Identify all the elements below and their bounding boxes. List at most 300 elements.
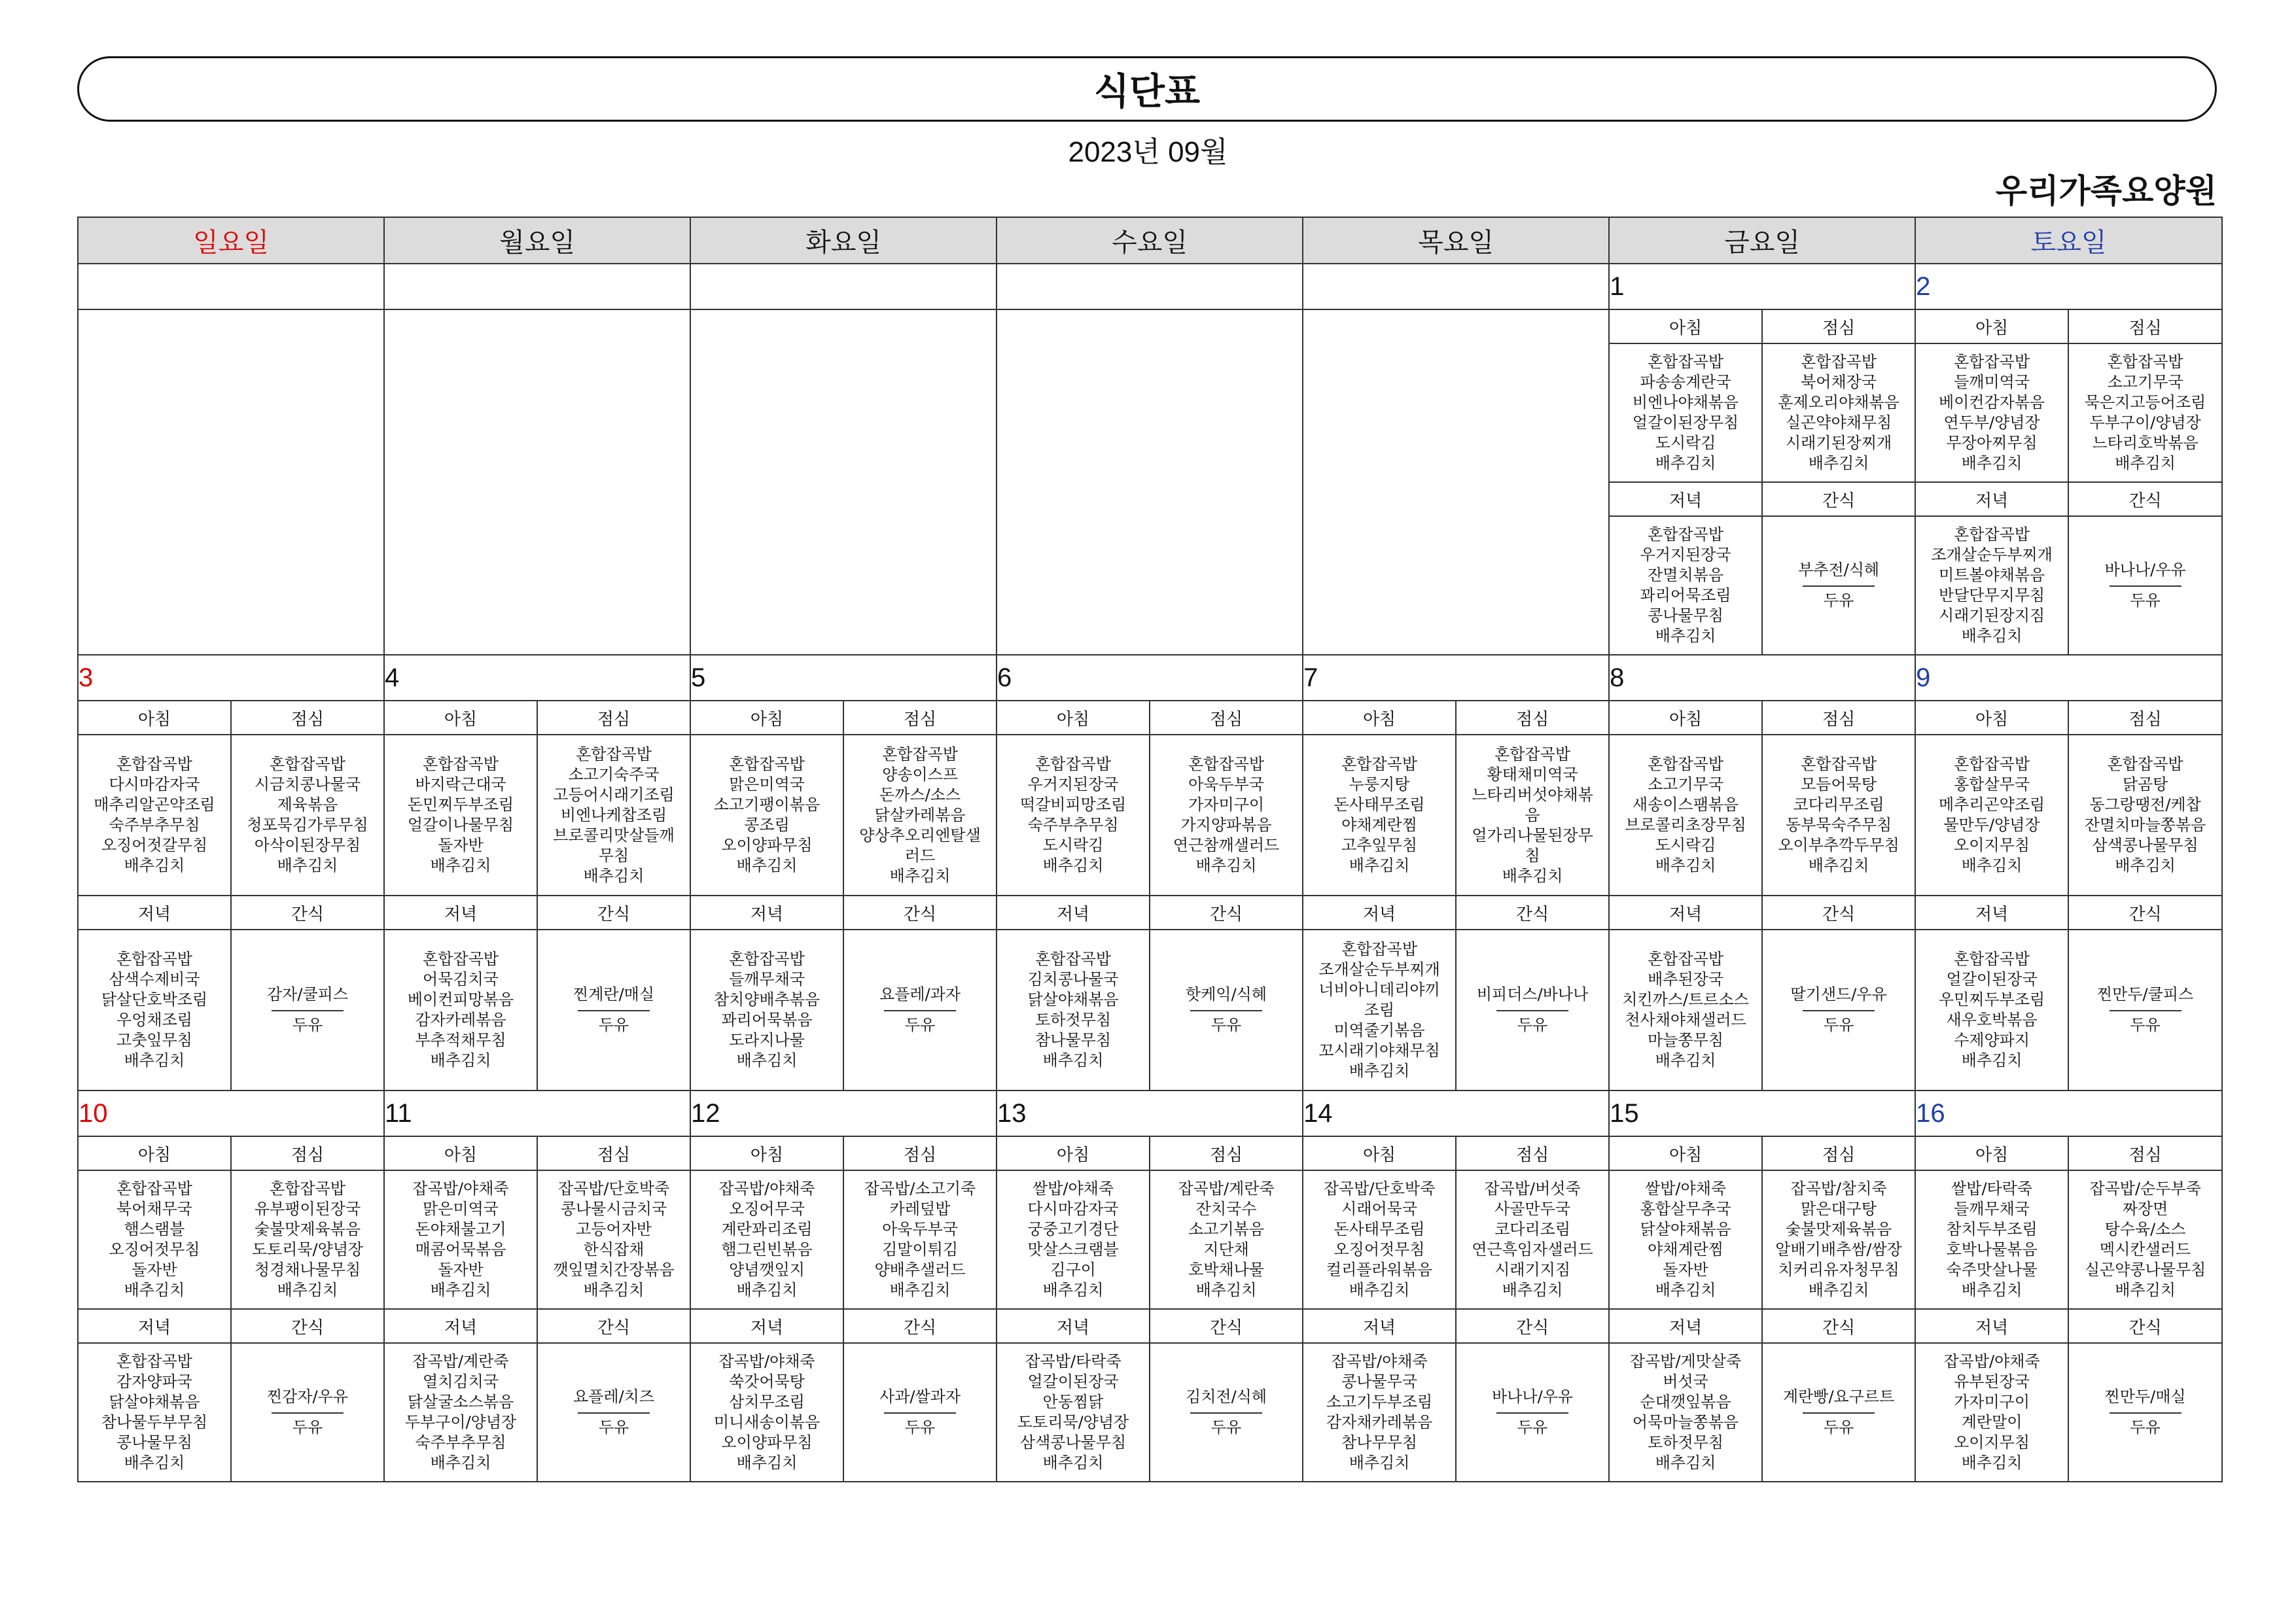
header-sunday: 일요일: [78, 217, 384, 264]
menu-item: 연근참깨샐러드: [1173, 836, 1280, 854]
header-monday: 월요일: [384, 217, 690, 264]
snack-item: 찐만두/매실: [2104, 1387, 2186, 1406]
menu-item: 베이컨감자볶음: [1938, 393, 2045, 411]
menu-item: 얼갈이나물무침: [407, 816, 514, 834]
lunch-label: 점심: [1762, 1136, 1915, 1170]
menu-item: 콩조림: [744, 816, 790, 834]
snack-label: 간식: [1150, 1309, 1303, 1343]
menu-item: 우민찌두부조림: [1938, 990, 2045, 1009]
menu-item: 청경채나물무침: [254, 1261, 361, 1279]
menu-item: 햄스램블: [124, 1220, 185, 1238]
menu-item: 메추리곤약조림: [1938, 795, 2045, 814]
menu-item: 바지락근대국: [415, 775, 506, 794]
menu-item: 콩나물무침: [1648, 606, 1724, 625]
menu-item: 시래기된장지짐: [1938, 606, 2045, 625]
menu-item: 삼색수제비국: [109, 970, 200, 988]
dinner-label: 저녁: [1609, 896, 1762, 930]
menu-item: 혼합잡곡밥: [1801, 755, 1877, 773]
breakfast-label: 아침: [384, 1136, 537, 1170]
menu-item: 혼합잡곡밥: [2107, 755, 2183, 773]
menu-item: 혼합잡곡밥: [1035, 950, 1111, 968]
menu-item: 숙주부추무침: [415, 1433, 506, 1452]
organization-name: 우리가족요양원: [1995, 172, 2217, 210]
snack-item: 두유: [2130, 591, 2161, 610]
date-number: 2: [1915, 264, 2222, 309]
menu-item: 새송이스팸볶음: [1632, 795, 1739, 814]
menu-item: 돈사태무조림: [1333, 795, 1425, 814]
lunch-label: 점심: [1456, 1136, 1609, 1170]
menu-item: 고등어시래기조림: [553, 785, 675, 804]
menu-item: 도시락김: [1042, 836, 1104, 854]
dinner-menu: [78, 1343, 231, 1482]
menu-item: 감자양파국: [116, 1372, 192, 1391]
menu-item: 숯불맛제육볶음: [1785, 1220, 1892, 1238]
menu-item: 배추김치: [1655, 1051, 1716, 1070]
breakfast-label: 아침: [1303, 1136, 1456, 1170]
snack-item: 계란빵/요구르트: [1782, 1387, 1895, 1406]
menu-item: 배추김치: [1808, 1281, 1869, 1299]
menu-item: 야채계란찜: [1341, 816, 1418, 834]
dinner-menu: [1915, 1343, 2068, 1482]
dinner-label: 저녁: [1609, 1309, 1762, 1343]
menu-item: 배추김치: [583, 866, 645, 885]
menu-item: 닭살굴소스볶음: [407, 1393, 514, 1411]
lunch-label: 점심: [1762, 309, 1915, 343]
menu-item: 얼갈이된장무침: [1632, 413, 1739, 432]
snack-label: 간식: [843, 1309, 997, 1343]
menu-item: 들깨미역국: [1954, 373, 2030, 391]
menu-item: 도라지나물: [729, 1031, 805, 1049]
menu-item: 배추김치: [1961, 1454, 2022, 1472]
weekday-header: [78, 217, 2222, 264]
snack-label: 간식: [1762, 896, 1915, 930]
menu-item: 버섯국: [1663, 1372, 1708, 1391]
snack-item: 두유: [904, 1016, 936, 1034]
menu-item: 시래기된장찌개: [1785, 434, 1892, 452]
menu-item: 비엔나케찹조림: [560, 805, 667, 824]
menu-item: 양상추오리엔탈샐: [859, 826, 981, 845]
menu-item: 배추김치: [1961, 1051, 2022, 1070]
menu-item: 혼합잡곡밥: [1954, 525, 2030, 544]
menu-item: 배추김치: [1349, 856, 1410, 875]
breakfast-label: 아침: [1609, 701, 1762, 735]
lunch-menu: [231, 735, 384, 896]
menu-item: 베이컨피망볶음: [407, 990, 514, 1009]
divider: [1803, 1412, 1875, 1414]
snack-item: 김치전/식혜: [1186, 1387, 1267, 1406]
menu-item: 치커리유자청무침: [1778, 1261, 1899, 1279]
header-saturday: 토요일: [1915, 217, 2222, 264]
menu-item: 물만두/양념장: [1943, 816, 2040, 834]
menu-item: 동부묵숙주무침: [1785, 816, 1892, 834]
menu-item: 고춧잎무침: [116, 1031, 192, 1049]
menu-item: 혼합잡곡밥: [1341, 939, 1418, 958]
dinner-label: 저녁: [78, 1309, 231, 1343]
menu-item: 너비아니데리야끼: [1318, 980, 1440, 999]
menu-item: 쌀밥/야채죽: [1033, 1179, 1114, 1198]
menu-item: 혼합잡곡밥: [1954, 755, 2030, 773]
menu-item: 콩나물무침: [116, 1433, 192, 1452]
snack-menu: [2068, 516, 2222, 655]
menu-item: 비엔나야채볶음: [1632, 393, 1739, 411]
empty-day: [78, 309, 384, 655]
menu-item: 두부구이/양념장: [2089, 413, 2201, 432]
breakfast-menu: [1915, 1170, 2068, 1309]
snack-item: 두유: [1517, 1016, 1548, 1034]
date-number: 3: [78, 655, 384, 701]
menu-item: 잡곡밥/야채죽: [718, 1352, 815, 1370]
menu-item: 돈야채불고기: [415, 1220, 506, 1238]
menu-item: 시래어묵국: [1341, 1200, 1418, 1218]
divider: [578, 1010, 650, 1011]
breakfast-label: 아침: [1915, 1136, 2068, 1170]
lunch-menu: [1762, 1170, 1915, 1309]
date-number: 5: [690, 655, 997, 701]
lunch-label: 점심: [537, 701, 690, 735]
menu-item: 누룽지탕: [1349, 775, 1410, 794]
snack-item: 두유: [2130, 1418, 2161, 1437]
menu-item: 매콤어묵볶음: [415, 1240, 506, 1259]
menu-item: 잡곡밥/소고기죽: [864, 1179, 976, 1198]
date-number: 12: [690, 1091, 997, 1136]
snack-item: 찐감자/우유: [267, 1387, 349, 1406]
menu-item: 배추김치: [1502, 1281, 1563, 1299]
snack-label: 간식: [1150, 896, 1303, 930]
menu-item: 계란꽈리조림: [721, 1220, 813, 1238]
date-empty: [1303, 264, 1609, 309]
snack-menu: [843, 1343, 997, 1482]
menu-item: 느타리호박볶음: [2092, 434, 2199, 452]
menu-item: 숙주부추무침: [1027, 816, 1119, 834]
lunch-menu: [2068, 1170, 2222, 1309]
menu-item: 혼합잡곡밥: [1954, 950, 2030, 968]
menu-item: 매추리알곤약조림: [94, 795, 215, 814]
breakfast-label: 아침: [997, 701, 1150, 735]
snack-item: 찐만두/쿨피스: [2097, 985, 2194, 1003]
menu-item: 쌀밥/야채죽: [1645, 1179, 1727, 1198]
menu-item: 잔멸치볶음: [1648, 566, 1724, 584]
breakfast-menu: [78, 735, 231, 896]
menu-item: 어묵마늘쫑볶음: [1632, 1413, 1739, 1431]
menu-item: 삼색콩나물무침: [1019, 1433, 1127, 1452]
menu-item: 아삭이된장무침: [254, 836, 361, 854]
snack-item: 부추전/식혜: [1798, 561, 1880, 579]
lunch-menu: [2068, 343, 2222, 482]
menu-item: 잡곡밥/계란죽: [412, 1352, 509, 1370]
dinner-menu: [1303, 930, 1456, 1091]
breakfast-label: 아침: [1609, 1136, 1762, 1170]
divider: [884, 1010, 956, 1011]
menu-item: 배추김치: [430, 856, 491, 875]
divider: [1803, 1010, 1875, 1011]
menu-item: 탕수육/소스: [2104, 1220, 2186, 1238]
snack-menu: [843, 930, 997, 1091]
menu-item: 숙주맛살나물: [1946, 1261, 2038, 1279]
menu-item: 호박나물볶음: [1946, 1240, 2038, 1259]
dinner-menu: [1609, 1343, 1762, 1482]
breakfast-menu: [690, 1170, 843, 1309]
menu-item: 미니새송이볶음: [713, 1413, 821, 1431]
menu-item: 배추김치: [736, 1454, 798, 1472]
menu-item: 수제양파지: [1954, 1031, 2030, 1049]
menu-item: 배추김치: [1655, 454, 1716, 472]
menu-item: 호박채나물: [1188, 1261, 1265, 1279]
divider: [2110, 1412, 2181, 1414]
breakfast-menu: [78, 1170, 231, 1309]
breakfast-menu: [997, 735, 1150, 896]
date-number: 10: [78, 1091, 384, 1136]
snack-item: 두유: [2130, 1016, 2161, 1034]
dinner-label: 저녁: [997, 1309, 1150, 1343]
breakfast-menu: [1609, 1170, 1762, 1309]
menu-item: 알배기배추쌈/쌈장: [1775, 1240, 1902, 1259]
lunch-menu: [1150, 1170, 1303, 1309]
lunch-label: 점심: [843, 701, 997, 735]
menu-item: 혼합잡곡밥: [116, 1179, 192, 1198]
snack-label: 간식: [1762, 482, 1915, 516]
menu-item: 얼가리나물된장무: [1472, 826, 1593, 845]
menu-item: 배추김치: [1655, 856, 1716, 875]
dinner-label: 저녁: [384, 1309, 537, 1343]
snack-menu: [537, 930, 690, 1091]
snack-label: 간식: [1456, 896, 1609, 930]
lunch-menu: [1456, 1170, 1609, 1309]
menu-item: 유부팽이된장국: [254, 1200, 361, 1218]
menu-item: 혼합잡곡밥: [576, 744, 652, 763]
menu-item: 배추김치: [889, 1281, 951, 1299]
menu-item: 들깨무채국: [1954, 1200, 2030, 1218]
date-number: 9: [1915, 655, 2222, 701]
snack-menu: [537, 1343, 690, 1482]
menu-item: 홍합살무국: [1954, 775, 2030, 794]
menu-item: 배추김치: [736, 1281, 798, 1299]
menu-item: 혼합잡곡밥: [1648, 525, 1724, 544]
menu-item: 배추김치: [2115, 454, 2176, 472]
menu-item: 오이지무침: [1954, 836, 2030, 854]
snack-item: 딸기샌드/우유: [1790, 985, 1887, 1003]
menu-item: 오이지무침: [1954, 1433, 2030, 1452]
menu-item: 맑은미역국: [423, 1200, 499, 1218]
menu-item: 오징어무국: [729, 1200, 805, 1218]
menu-item: 닭곰탕: [2122, 775, 2168, 794]
menu-item: 가자미구이: [1188, 795, 1265, 814]
menu-item: 배추김치: [583, 1281, 645, 1299]
menu-item: 연두부/양념장: [1943, 413, 2040, 432]
menu-item: 소고기두부조림: [1326, 1393, 1433, 1411]
menu-item: 혼합잡곡밥: [116, 1352, 192, 1370]
menu-item: 조림: [1364, 1000, 1395, 1019]
menu-item: 잡곡밥/야채죽: [1331, 1352, 1428, 1370]
divider: [1190, 1010, 1262, 1011]
breakfast-menu: [997, 1170, 1150, 1309]
menu-item: 조개살순두부찌개: [1318, 960, 1440, 979]
menu-item: 혼합잡곡밥: [116, 950, 192, 968]
menu-item: 음: [1525, 805, 1540, 824]
menu-item: 얼갈이된장국: [1027, 1372, 1119, 1391]
menu-item: 햄그린빈볶음: [721, 1240, 813, 1259]
breakfast-menu: [384, 1170, 537, 1309]
snack-item: 두유: [1517, 1418, 1548, 1437]
menu-item: 혼합잡곡밥: [1648, 755, 1724, 773]
menu-item: 어묵김치국: [423, 970, 499, 988]
menu-item: 느타리버섯야채볶: [1472, 785, 1593, 804]
dinner-label: 저녁: [997, 896, 1150, 930]
menu-item: 참치양배추볶음: [713, 990, 821, 1009]
snack-item: 바나나/우유: [1492, 1387, 1574, 1406]
menu-item: 무장아찌무침: [1946, 434, 2038, 452]
date-empty: [384, 264, 690, 309]
date-number: 6: [997, 655, 1303, 701]
menu-item: 감자채카레볶음: [1326, 1413, 1433, 1431]
lunch-label: 점심: [843, 1136, 997, 1170]
dinner-label: 저녁: [690, 1309, 843, 1343]
menu-item: 배추김치: [124, 1051, 185, 1070]
menu-item: 황태채미역국: [1487, 765, 1578, 784]
lunch-menu: [1456, 735, 1609, 896]
menu-item: 실곤약야채무침: [1785, 413, 1892, 432]
dinner-menu: [1303, 1343, 1456, 1482]
menu-item: 잡곡밥/계란죽: [1178, 1179, 1275, 1198]
snack-menu: [231, 930, 384, 1091]
divider: [1496, 1412, 1568, 1414]
breakfast-menu: [384, 735, 537, 896]
empty-day: [690, 309, 997, 655]
menu-item: 혼합잡곡밥: [1954, 353, 2030, 371]
menu-item: 짜장면: [2122, 1200, 2168, 1218]
snack-label: 간식: [2068, 482, 2222, 516]
menu-item: 쑥갓어묵탕: [729, 1372, 805, 1391]
menu-item: 배추김치: [1808, 856, 1869, 875]
menu-item: 혼합잡곡밥: [1341, 755, 1418, 773]
menu-item: 지단채: [1203, 1240, 1249, 1259]
menu-item: 컬리플라워볶음: [1326, 1261, 1433, 1279]
menu-item: 배추김치: [430, 1454, 491, 1472]
menu-item: 배추김치: [124, 856, 185, 875]
dinner-label: 저녁: [1303, 896, 1456, 930]
menu-item: 천사채야채샐러드: [1625, 1011, 1746, 1029]
menu-item: 들깨무채국: [729, 970, 805, 988]
menu-item: 배추김치: [1808, 454, 1869, 472]
menu-item: 돈사태무조림: [1333, 1220, 1425, 1238]
breakfast-label: 아침: [690, 1136, 843, 1170]
snack-label: 간식: [2068, 896, 2222, 930]
menu-item: 우거지된장국: [1640, 546, 1731, 564]
menu-item: 맑은미역국: [729, 775, 805, 794]
menu-item: 시래기지짐: [1494, 1261, 1571, 1279]
divider: [272, 1010, 344, 1011]
menu-item: 배추김치: [124, 1454, 185, 1472]
menu-item: 닭살단호박조림: [101, 990, 208, 1009]
menu-item: 잡곡밥/참치죽: [1790, 1179, 1887, 1198]
breakfast-label: 아침: [384, 701, 537, 735]
menu-item: 배추김치: [1042, 1454, 1104, 1472]
menu-item: 잔멸치마늘쫑볶음: [2084, 816, 2206, 834]
snack-label: 간식: [231, 896, 384, 930]
header-wednesday: 수요일: [997, 217, 1303, 264]
snack-label: 간식: [843, 896, 997, 930]
lunch-label: 점심: [231, 701, 384, 735]
menu-item: 배추김치: [1502, 866, 1563, 885]
snack-menu: [1762, 930, 1915, 1091]
snack-item: 두유: [1823, 1016, 1854, 1034]
menu-item: 제육볶음: [277, 795, 338, 814]
menu-item: 배추김치: [736, 856, 798, 875]
snack-item: 감자/쿨피스: [267, 985, 349, 1003]
lunch-menu: [1150, 735, 1303, 896]
breakfast-menu: [1915, 343, 2068, 482]
dinner-menu: [997, 930, 1150, 1091]
menu-item: 잡곡밥/버섯죽: [1484, 1179, 1581, 1198]
menu-item: 잡곡밥/게맛살죽: [1629, 1352, 1742, 1370]
date-number: 13: [997, 1091, 1303, 1136]
dinner-label: 저녁: [1303, 1309, 1456, 1343]
menu-item: 돌자반: [438, 836, 484, 854]
menu-item: 한식잡채: [583, 1240, 645, 1259]
menu-item: 반달단무지무침: [1938, 586, 2045, 604]
menu-item: 맑은대구탕: [1801, 1200, 1877, 1218]
date-number: 8: [1609, 655, 1915, 701]
menu-item: 배추김치: [736, 1051, 798, 1070]
menu-item: 양념깻잎지: [729, 1261, 805, 1279]
menu-item: 배추김치: [1655, 627, 1716, 645]
menu-item: 삼색콩나물무침: [2092, 836, 2199, 854]
menu-item: 도시락김: [1655, 836, 1716, 854]
menu-item: 배추김치: [1961, 454, 2022, 472]
divider: [578, 1412, 650, 1414]
menu-item: 소고기무국: [2107, 373, 2183, 391]
menu-item: 잔치국수: [1195, 1200, 1257, 1218]
snack-menu: [2068, 930, 2222, 1091]
breakfast-label: 아침: [997, 1136, 1150, 1170]
menu-item: 닭살카레볶음: [874, 805, 966, 824]
lunch-label: 점심: [1456, 701, 1609, 735]
lunch-menu: [1762, 343, 1915, 482]
menu-item: 혼합잡곡밥: [270, 1179, 345, 1198]
menu-item: 부추적채무침: [415, 1031, 506, 1049]
menu-item: 참치두부조림: [1946, 1220, 2038, 1238]
menu-item: 궁중고기경단: [1027, 1220, 1119, 1238]
breakfast-menu: [690, 735, 843, 896]
menu-item: 돌자반: [438, 1261, 484, 1279]
snack-item: 두유: [1210, 1418, 1242, 1437]
lunch-label: 점심: [537, 1136, 690, 1170]
snack-item: 찐계란/매실: [573, 985, 655, 1003]
snack-item: 두유: [1823, 591, 1854, 610]
snack-label: 간식: [1456, 1309, 1609, 1343]
menu-item: 소고기무국: [1648, 775, 1724, 794]
menu-item: 묵은지고등어조림: [2084, 393, 2206, 411]
menu-item: 훈제오리야채볶음: [1778, 393, 1899, 411]
snack-item: 두유: [598, 1418, 629, 1437]
divider: [1190, 1412, 1262, 1414]
lunch-label: 점심: [1762, 701, 1915, 735]
date-number: 16: [1915, 1091, 2222, 1136]
dinner-label: 저녁: [1609, 482, 1762, 516]
menu-item: 미트볼야채볶음: [1938, 566, 2045, 584]
dinner-menu: [384, 1343, 537, 1482]
divider: [1803, 585, 1875, 587]
menu-item: 혼합잡곡밥: [1035, 755, 1111, 773]
menu-item: 홍합살무추국: [1640, 1200, 1731, 1218]
menu-item: 잡곡밥/순두부죽: [2089, 1179, 2201, 1198]
dinner-menu: [1609, 930, 1762, 1091]
menu-item: 배추김치: [277, 1281, 338, 1299]
lunch-label: 점심: [2068, 309, 2222, 343]
menu-item: 잡곡밥/타락죽: [1025, 1352, 1122, 1370]
menu-item: 고등어자반: [576, 1220, 652, 1238]
breakfast-menu: [1609, 343, 1762, 482]
menu-item: 실곤약콩나물무침: [2084, 1261, 2206, 1279]
